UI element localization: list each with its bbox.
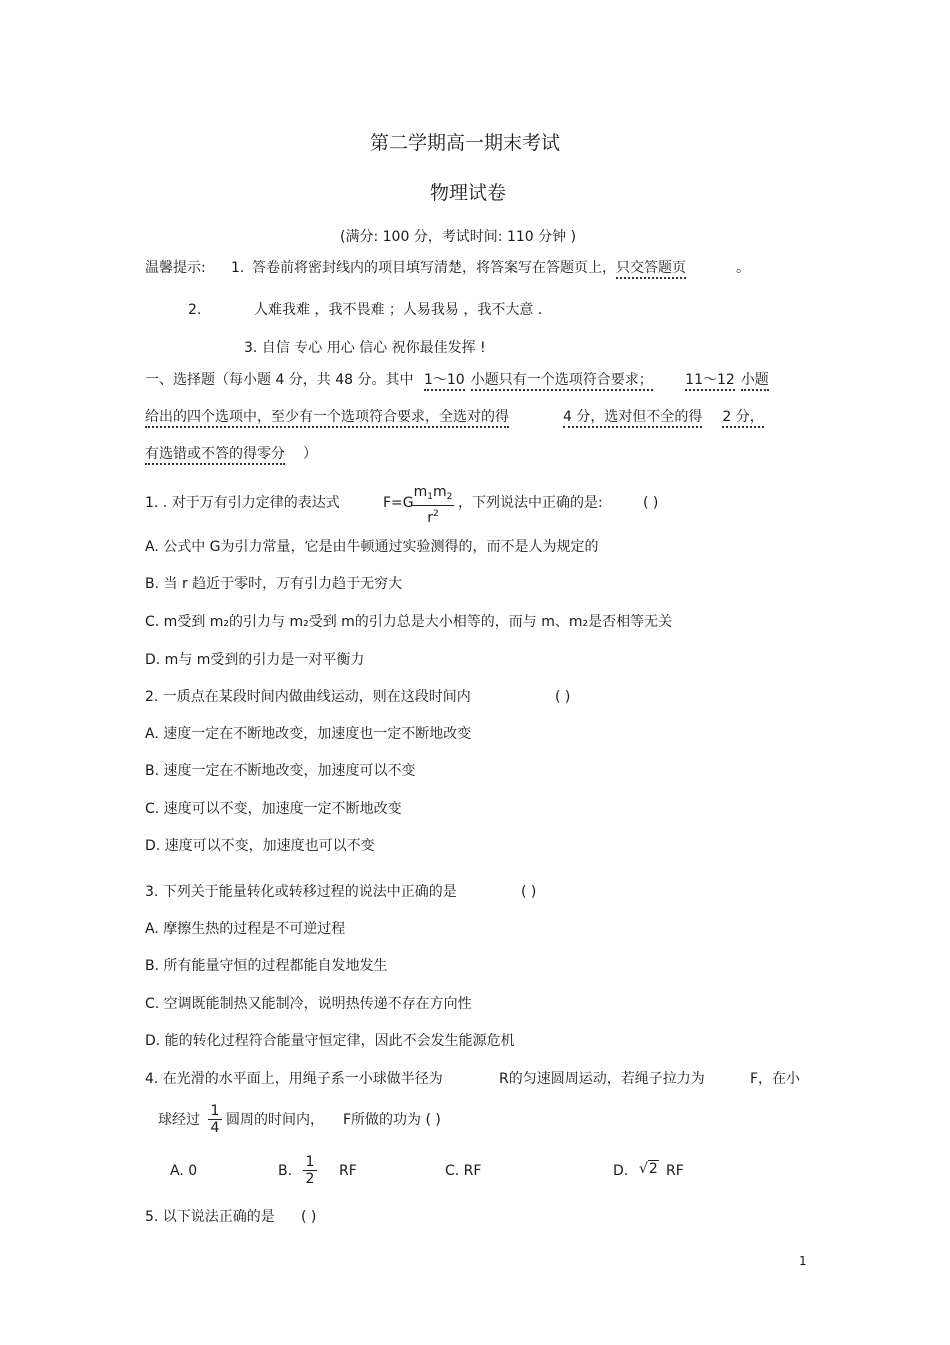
q3-stem: 3. 下列关于能量转化或转移过程的说法中正确的是 (145, 884, 457, 900)
note-2-text: 人难我难 ，我不畏难 ；人易我易 ，我不大意 . (254, 302, 543, 318)
section1-line2 (145, 408, 764, 426)
q3-option-c: C. 空调既能制热又能制冷，说明热传递不存在方向性 (145, 996, 472, 1012)
q3-option-b: B. 所有能量守恒的过程都能自发地发生 (145, 958, 388, 974)
section1-line2-c: 2 分， (722, 409, 763, 428)
q1-m2-sub: 2 (446, 492, 453, 502)
note-1-text (252, 259, 750, 277)
section1-range-a: 1～10 (424, 372, 465, 391)
section1-line3-a: 有选错或不答的得零分 (145, 446, 285, 465)
q4-line2-c: F所做的功为 ( ) (343, 1112, 441, 1128)
q1-formula-denominator (412, 506, 454, 526)
q4-stem-b: R的匀速圆周运动，若绳子拉力为 (499, 1071, 705, 1087)
exam-subtitle: 物理试卷 (430, 182, 507, 204)
q2-answer-paren: ( ) (555, 689, 571, 705)
section1-range-b: 11～12 (685, 372, 735, 391)
q1-m2: m (433, 484, 447, 500)
q4-option-a: A. 0 (170, 1163, 198, 1179)
note-1-number: 1. (231, 260, 245, 276)
q2-option-b: B. 速度一定在不断地改变，加速度可以不变 (145, 763, 416, 779)
q4-d-radicand: 2 (648, 1161, 658, 1177)
q4-option-d-sqrt (639, 1160, 659, 1178)
q1-option-a: A. 公式中 G为引力常量，它是由牛顿通过实验测得的，而不是人为规定的 (145, 539, 599, 555)
q5-answer-paren: ( ) (301, 1209, 317, 1225)
q2-option-d: D. 速度可以不变，加速度也可以不变 (145, 838, 375, 854)
q1-stem-end: ，下列说法中正确的是: (458, 495, 603, 511)
q4-b-den: 2 (305, 1171, 315, 1187)
q4-option-d-rest: RF (666, 1163, 684, 1179)
q4-option-b-rest: RF (339, 1163, 357, 1179)
q4-stem-a: 4. 在光滑的水平面上，用绳子系一小球做半径为 (145, 1071, 443, 1087)
note-1-body: 答卷前将密封线内的项目填写清楚，将答案写在答题页上， (252, 260, 616, 276)
q4-option-d-label: D. (613, 1163, 629, 1179)
q4-option-b-label: B. (278, 1163, 293, 1179)
q1-answer-paren: ( ) (643, 495, 659, 511)
q4-option-b-fraction (303, 1154, 317, 1187)
section1-line1-e: 小题 (741, 372, 769, 391)
q1-formula-numerator (412, 484, 454, 506)
q2-option-a: A. 速度一定在不断地改变，加速度也一定不断地改变 (145, 726, 472, 742)
note-1-emphasis: 只交答题页 (616, 260, 686, 279)
note-2-number: 2. (188, 302, 202, 318)
q1-formula-fraction (412, 484, 454, 526)
section1-line1 (145, 371, 769, 389)
section1-line2-b: 4 分，选对但不全的得 (563, 409, 702, 428)
q1-m1: m (413, 484, 428, 500)
section1-line3 (145, 445, 317, 463)
q1-r-sup: 2 (433, 509, 439, 519)
q4-frac-num: 1 (208, 1103, 222, 1120)
q4-stem-c: F，在小 (750, 1071, 801, 1087)
section1-line3-b: ） (303, 446, 317, 462)
q4-line2-b: 圆周的时间内， (226, 1112, 324, 1128)
q1-option-c: C. m受到 m₂的引力与 m₂受到 m的引力总是大小相等的，而与 m、m₂是否相等无关 (145, 614, 673, 630)
page-number: 1 (799, 1254, 807, 1268)
q2-stem: 2. 一质点在某段时间内做曲线运动，则在这段时间内 (145, 689, 471, 705)
q1-m1-sub: 1 (427, 492, 433, 502)
note-3-text: 3. 自信 专心 用心 信心 祝你最佳发挥 ! (244, 340, 486, 356)
q4-frac-den: 4 (210, 1120, 220, 1136)
section1-rule-a: 小题只有一个选项符合要求； (471, 372, 653, 391)
q1-r: r (427, 510, 434, 526)
q4-line2-a: 球经过 (158, 1112, 200, 1128)
q3-option-a: A. 摩擦生热的过程是不可逆过程 (145, 921, 346, 937)
exam-info: (满分: 100 分，考试时间: 110 分钟 ) (340, 229, 577, 245)
q4-b-num: 1 (303, 1154, 317, 1171)
note-1-end: 。 (736, 260, 750, 276)
q4-quarter-fraction (208, 1103, 222, 1136)
sqrt-icon: √ (639, 1161, 648, 1177)
q3-option-d: D. 能的转化过程符合能量守恒定律，因此不会发生能源危机 (145, 1033, 515, 1049)
q1-option-d: D. m与 m受到的引力是一对平衡力 (145, 652, 365, 668)
q3-answer-paren: ( ) (521, 884, 537, 900)
q5-stem: 5. 以下说法正确的是 (145, 1209, 275, 1225)
q1-option-b: B. 当 r 趋近于零时，万有引力趋于无穷大 (145, 576, 403, 592)
section1-line1-a: 一、选择题（每小题 4 分，共 48 分。其中 (145, 372, 414, 388)
q4-option-c: C. RF (445, 1163, 482, 1179)
q2-option-c: C. 速度可以不变，加速度一定不断地改变 (145, 801, 402, 817)
q1-formula-prefix: F=G (383, 495, 414, 511)
notes-label: 温馨提示: (145, 260, 206, 276)
exam-title: 第二学期高一期末考试 (370, 132, 561, 154)
q1-stem: 1. . 对于万有引力定律的表达式 (145, 495, 340, 511)
section1-line2-a: 给出的四个选项中，至少有一个选项符合要求，全选对的得 (145, 409, 509, 428)
